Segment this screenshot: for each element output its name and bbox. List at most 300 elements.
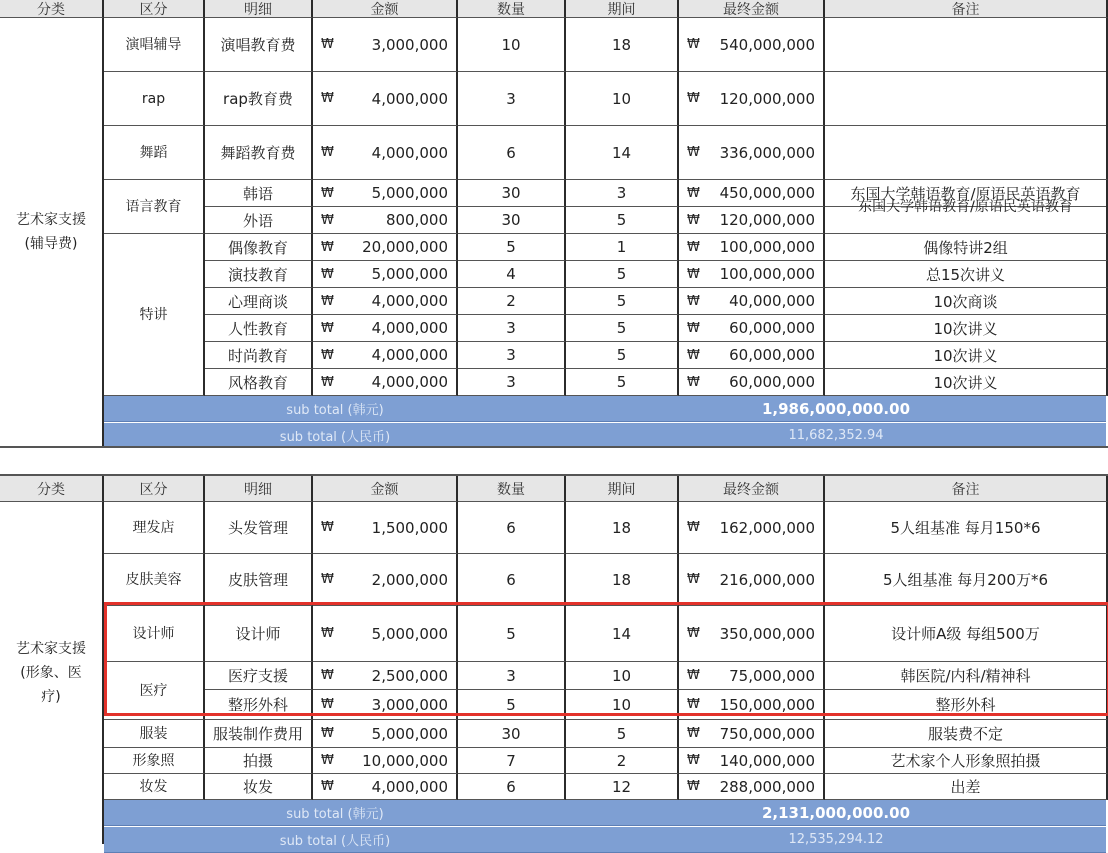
qty-value: 7	[506, 751, 516, 770]
period-value: 5	[616, 265, 627, 283]
column-header: 期间	[566, 476, 679, 502]
column-header: 备注	[825, 0, 1108, 18]
note-cell	[825, 342, 1108, 369]
won-symbol: ₩	[687, 347, 700, 363]
period-cell	[566, 606, 679, 662]
qty-value: 3	[506, 373, 516, 391]
column-header: 期间	[566, 0, 679, 18]
note-value: 10次讲义	[933, 346, 998, 365]
period-value: 12	[611, 777, 632, 796]
qty-cell	[458, 502, 566, 554]
won-symbol: ₩	[321, 697, 334, 712]
final-cell	[679, 502, 825, 554]
qty-value: 6	[506, 777, 516, 796]
amount-value: 4,000,000	[371, 346, 448, 364]
amount-value: 800,000	[385, 211, 448, 229]
won-symbol: ₩	[687, 626, 700, 641]
column-header: 区分	[104, 476, 205, 502]
won-symbol: ₩	[321, 266, 334, 282]
detail-cell	[205, 72, 313, 126]
group-cell: 特讲	[104, 234, 205, 396]
subtotal-value: 12,535,294.12	[566, 827, 1106, 853]
qty-value: 3	[506, 346, 516, 364]
qty-value: 6	[506, 143, 516, 162]
amount-cell	[313, 606, 458, 662]
qty-value: 3	[506, 319, 516, 337]
amount-cell	[313, 662, 458, 690]
note-cell	[825, 748, 1108, 774]
period-value: 5	[616, 724, 627, 743]
group-cell: 语言教育	[104, 180, 205, 234]
final-value: 60,000,000	[729, 346, 815, 364]
final-cell	[679, 207, 825, 234]
period-value: 10	[611, 89, 632, 108]
note-value: 10次讲义	[933, 373, 998, 392]
final-value: 75,000,000	[729, 666, 815, 685]
period-cell	[566, 748, 679, 774]
period-value: 5	[616, 373, 627, 391]
detail-cell	[205, 126, 313, 180]
amount-cell	[313, 261, 458, 288]
group-cell: 服装	[104, 720, 205, 748]
final-cell	[679, 180, 825, 207]
won-symbol: ₩	[321, 779, 334, 794]
note-cell	[825, 554, 1108, 606]
final-value: 40,000,000	[729, 292, 815, 310]
category-cell: 艺术家支援 (形象、医 疗)	[0, 502, 104, 844]
amount-cell	[313, 234, 458, 261]
final-cell	[679, 18, 825, 72]
period-value: 14	[611, 143, 632, 162]
final-value: 450,000,000	[719, 184, 815, 202]
subtotal-label: sub total (人民币)	[104, 827, 566, 853]
group-cell: 形象照	[104, 748, 205, 774]
amount-cell	[313, 748, 458, 774]
period-value: 10	[611, 695, 632, 714]
detail-cell	[205, 690, 313, 720]
note-cell	[825, 774, 1108, 800]
group-cell: 理发店	[104, 502, 205, 554]
qty-cell	[458, 369, 566, 396]
detail-value: 韩语	[242, 184, 273, 203]
amount-cell	[313, 18, 458, 72]
detail-cell	[205, 234, 313, 261]
detail-cell	[205, 554, 313, 606]
won-symbol: ₩	[321, 347, 334, 363]
final-value: 750,000,000	[719, 724, 815, 743]
note-cell	[825, 234, 1108, 261]
won-symbol: ₩	[321, 753, 334, 768]
amount-value: 10,000,000	[362, 751, 448, 770]
detail-value: 演唱教育费	[220, 36, 296, 54]
detail-value: 风格教育	[227, 373, 288, 392]
final-value: 120,000,000	[719, 211, 815, 229]
note-cell	[825, 690, 1108, 720]
amount-cell	[313, 126, 458, 180]
won-symbol: ₩	[321, 668, 334, 683]
period-cell	[566, 315, 679, 342]
note-cell	[825, 720, 1108, 748]
note-cell	[825, 606, 1108, 662]
final-value: 162,000,000	[719, 518, 815, 537]
group-cell: 皮肤美容	[104, 554, 205, 606]
qty-cell	[458, 554, 566, 606]
won-symbol: ₩	[687, 779, 700, 794]
final-value: 60,000,000	[729, 373, 815, 391]
amount-cell	[313, 720, 458, 748]
note-cell	[825, 261, 1108, 288]
final-value: 216,000,000	[719, 570, 815, 589]
final-value: 288,000,000	[719, 777, 815, 796]
final-cell	[679, 748, 825, 774]
period-value: 18	[611, 570, 632, 589]
qty-cell	[458, 748, 566, 774]
qty-value: 30	[501, 211, 521, 229]
period-cell	[566, 72, 679, 126]
final-cell	[679, 261, 825, 288]
amount-value: 20,000,000	[362, 238, 448, 256]
won-symbol: ₩	[321, 145, 334, 160]
period-cell	[566, 662, 679, 690]
won-symbol: ₩	[687, 37, 700, 52]
final-value: 540,000,000	[719, 35, 815, 54]
final-cell	[679, 662, 825, 690]
note-cell	[825, 502, 1108, 554]
amount-value: 4,000,000	[371, 777, 448, 796]
period-value: 5	[616, 346, 627, 364]
note-value: 总15次讲义	[925, 265, 1006, 284]
group-cell: 舞蹈	[104, 126, 205, 180]
won-symbol: ₩	[687, 91, 700, 106]
won-symbol: ₩	[687, 320, 700, 336]
subtotal-value: 1,986,000,000.00	[566, 396, 1106, 422]
note-value: 艺术家个人形象照拍摄	[890, 752, 1041, 770]
column-header: 最终金额	[679, 0, 825, 18]
detail-cell	[205, 18, 313, 72]
detail-cell	[205, 502, 313, 554]
category-cell: 艺术家支援 (辅导费)	[0, 18, 104, 446]
amount-cell	[313, 288, 458, 315]
won-symbol: ₩	[687, 293, 700, 309]
final-cell	[679, 288, 825, 315]
note-cell	[825, 369, 1108, 396]
won-symbol: ₩	[687, 185, 700, 201]
amount-value: 4,000,000	[371, 319, 448, 337]
won-symbol: ₩	[321, 374, 334, 390]
amount-cell	[313, 315, 458, 342]
column-header: 分类	[0, 476, 104, 502]
group-cell: 妆发	[104, 774, 205, 800]
detail-value: 拍摄	[242, 752, 273, 770]
final-cell	[679, 234, 825, 261]
won-symbol: ₩	[687, 753, 700, 768]
final-cell	[679, 315, 825, 342]
period-value: 14	[611, 624, 632, 643]
detail-value: 舞蹈教育费	[220, 144, 296, 162]
final-value: 150,000,000	[719, 695, 815, 714]
won-symbol: ₩	[687, 520, 700, 535]
period-cell	[566, 180, 679, 207]
detail-cell	[205, 288, 313, 315]
qty-cell	[458, 606, 566, 662]
column-header: 区分	[104, 0, 205, 18]
won-symbol: ₩	[321, 37, 334, 52]
column-header: 数量	[458, 476, 566, 502]
final-value: 100,000,000	[719, 265, 815, 283]
amount-value: 4,000,000	[371, 89, 448, 108]
won-symbol: ₩	[321, 572, 334, 587]
amount-cell	[313, 690, 458, 720]
detail-value: 医疗支援	[227, 667, 288, 685]
detail-cell	[205, 748, 313, 774]
table2-header-row	[0, 476, 1108, 502]
qty-value: 6	[506, 518, 516, 537]
final-value: 120,000,000	[719, 89, 815, 108]
detail-cell	[205, 662, 313, 690]
final-value: 140,000,000	[719, 751, 815, 770]
subtotal-value: 11,682,352.94	[566, 423, 1106, 449]
qty-value: 5	[506, 624, 516, 643]
won-symbol: ₩	[321, 212, 334, 228]
final-cell	[679, 690, 825, 720]
amount-value: 5,000,000	[371, 184, 448, 202]
detail-value: 整形外科	[227, 696, 288, 714]
note-value: 整形外科	[935, 696, 996, 714]
qty-value: 3	[506, 666, 516, 685]
note-cell	[825, 288, 1108, 315]
subtotal-label: sub total (韩元)	[104, 396, 566, 422]
qty-cell	[458, 126, 566, 180]
amount-value: 4,000,000	[371, 143, 448, 162]
amount-cell	[313, 342, 458, 369]
won-symbol: ₩	[687, 374, 700, 390]
period-cell	[566, 369, 679, 396]
detail-value: 外语	[242, 211, 273, 230]
group-cell: rap	[104, 72, 205, 126]
detail-value: 妆发	[242, 778, 273, 796]
amount-value: 5,000,000	[371, 724, 448, 743]
won-symbol: ₩	[687, 212, 700, 228]
amount-value: 4,000,000	[371, 373, 448, 391]
note-value: 设计师A级 每组500万	[891, 625, 1040, 643]
qty-cell	[458, 720, 566, 748]
qty-cell	[458, 180, 566, 207]
note-value: 服装费不定	[927, 725, 1003, 743]
period-cell	[566, 234, 679, 261]
note-value: 10次商谈	[933, 292, 998, 311]
qty-value: 4	[506, 265, 516, 283]
won-symbol: ₩	[321, 239, 334, 255]
note-value: 出差	[950, 778, 981, 796]
note-merged-cell: 东国大学韩语教育/原语民英语教育	[825, 180, 1108, 234]
won-symbol: ₩	[321, 520, 334, 535]
final-cell	[679, 720, 825, 748]
period-cell	[566, 126, 679, 180]
amount-cell	[313, 774, 458, 800]
qty-value: 30	[501, 724, 521, 743]
period-value: 10	[611, 666, 632, 685]
column-header: 分类	[0, 0, 104, 18]
note-cell	[825, 315, 1108, 342]
qty-value: 6	[506, 570, 516, 589]
note-blank-cell	[825, 18, 1108, 180]
detail-value: 时尚教育	[227, 346, 288, 365]
qty-value: 5	[506, 238, 516, 256]
period-value: 1	[616, 238, 627, 256]
qty-value: 10	[501, 35, 521, 54]
detail-value: 设计师	[235, 625, 281, 643]
won-symbol: ₩	[321, 320, 334, 336]
qty-cell	[458, 18, 566, 72]
column-header: 数量	[458, 0, 566, 18]
group-cell: 医疗	[104, 662, 205, 720]
note-value: 5人组基准 每月200万*6	[883, 571, 1048, 589]
note-cell	[825, 662, 1108, 690]
amount-cell	[313, 554, 458, 606]
final-value: 100,000,000	[719, 238, 815, 256]
table1-header-row	[0, 0, 1108, 18]
period-value: 18	[611, 35, 632, 54]
note-value: 韩医院/内科/精神科	[900, 667, 1031, 685]
detail-value: 心理商谈	[227, 292, 288, 311]
won-symbol: ₩	[321, 726, 334, 741]
detail-cell	[205, 261, 313, 288]
note-value: 5人组基准 每月150*6	[890, 519, 1041, 537]
amount-value: 1,500,000	[371, 518, 448, 537]
detail-value: rap教育费	[223, 90, 293, 108]
column-header: 最终金额	[679, 476, 825, 502]
won-symbol: ₩	[321, 293, 334, 309]
amount-value: 3,000,000	[371, 695, 448, 714]
final-value: 350,000,000	[719, 624, 815, 643]
amount-cell	[313, 207, 458, 234]
detail-cell	[205, 207, 313, 234]
qty-cell	[458, 690, 566, 720]
subtotal-label: sub total (韩元)	[104, 800, 566, 826]
won-symbol: ₩	[687, 726, 700, 741]
column-header: 金额	[313, 0, 458, 18]
final-cell	[679, 774, 825, 800]
detail-cell	[205, 720, 313, 748]
won-symbol: ₩	[687, 572, 700, 587]
final-cell	[679, 72, 825, 126]
column-header: 明细	[205, 0, 313, 18]
amount-value: 3,000,000	[371, 35, 448, 54]
final-cell	[679, 126, 825, 180]
note-value: 偶像特讲2组	[923, 238, 1008, 257]
period-cell	[566, 288, 679, 315]
subtotal-value: 2,131,000,000.00	[566, 800, 1106, 826]
final-value: 60,000,000	[729, 319, 815, 337]
final-cell	[679, 369, 825, 396]
amount-value: 2,000,000	[371, 570, 448, 589]
won-symbol: ₩	[321, 626, 334, 641]
detail-cell	[205, 369, 313, 396]
amount-value: 4,000,000	[371, 292, 448, 310]
amount-cell	[313, 369, 458, 396]
period-value: 5	[616, 292, 627, 310]
qty-cell	[458, 72, 566, 126]
period-cell	[566, 342, 679, 369]
note-value: 10次讲义	[933, 319, 998, 338]
period-value: 18	[611, 518, 632, 537]
qty-cell	[458, 261, 566, 288]
period-cell	[566, 18, 679, 72]
qty-cell	[458, 207, 566, 234]
won-symbol: ₩	[321, 91, 334, 106]
amount-cell	[313, 180, 458, 207]
qty-cell	[458, 342, 566, 369]
won-symbol: ₩	[687, 145, 700, 160]
note-value: 东国大学韩语教育/原语民英语教育	[850, 184, 1081, 203]
table-separator	[0, 446, 1108, 476]
column-header: 明细	[205, 476, 313, 502]
group-cell: 设计师	[104, 606, 205, 662]
amount-cell	[313, 72, 458, 126]
period-cell	[566, 261, 679, 288]
period-value: 2	[616, 751, 627, 770]
column-header: 金额	[313, 476, 458, 502]
detail-value: 头发管理	[227, 519, 288, 537]
amount-cell	[313, 502, 458, 554]
subtotal-label: sub total (人民币)	[104, 423, 566, 449]
detail-cell	[205, 774, 313, 800]
detail-value: 皮肤管理	[227, 571, 288, 589]
group-cell: 演唱辅导	[104, 18, 205, 72]
period-value: 5	[616, 319, 627, 337]
won-symbol: ₩	[321, 185, 334, 201]
qty-cell	[458, 662, 566, 690]
period-cell	[566, 720, 679, 748]
period-cell	[566, 554, 679, 606]
qty-cell	[458, 234, 566, 261]
period-value: 5	[616, 211, 627, 229]
detail-value: 服装制作费用	[212, 725, 303, 743]
detail-value: 人性教育	[227, 319, 288, 338]
period-cell	[566, 690, 679, 720]
qty-value: 5	[506, 695, 516, 714]
qty-value: 3	[506, 89, 516, 108]
won-symbol: ₩	[687, 668, 700, 683]
detail-value: 偶像教育	[227, 238, 288, 257]
column-header: 备注	[825, 476, 1108, 502]
qty-cell	[458, 288, 566, 315]
won-symbol: ₩	[687, 266, 700, 282]
final-value: 336,000,000	[719, 143, 815, 162]
final-cell	[679, 554, 825, 606]
won-symbol: ₩	[687, 697, 700, 712]
detail-cell	[205, 180, 313, 207]
period-cell	[566, 502, 679, 554]
final-cell	[679, 342, 825, 369]
period-value: 3	[616, 184, 627, 202]
detail-cell	[205, 315, 313, 342]
period-cell	[566, 774, 679, 800]
detail-cell	[205, 606, 313, 662]
detail-value: 演技教育	[227, 265, 288, 284]
detail-cell	[205, 342, 313, 369]
qty-value: 30	[501, 184, 521, 202]
period-cell	[566, 207, 679, 234]
amount-value: 5,000,000	[371, 624, 448, 643]
amount-value: 2,500,000	[371, 666, 448, 685]
won-symbol: ₩	[687, 239, 700, 255]
qty-cell	[458, 315, 566, 342]
amount-value: 5,000,000	[371, 265, 448, 283]
qty-value: 2	[506, 292, 516, 310]
final-cell	[679, 606, 825, 662]
qty-cell	[458, 774, 566, 800]
